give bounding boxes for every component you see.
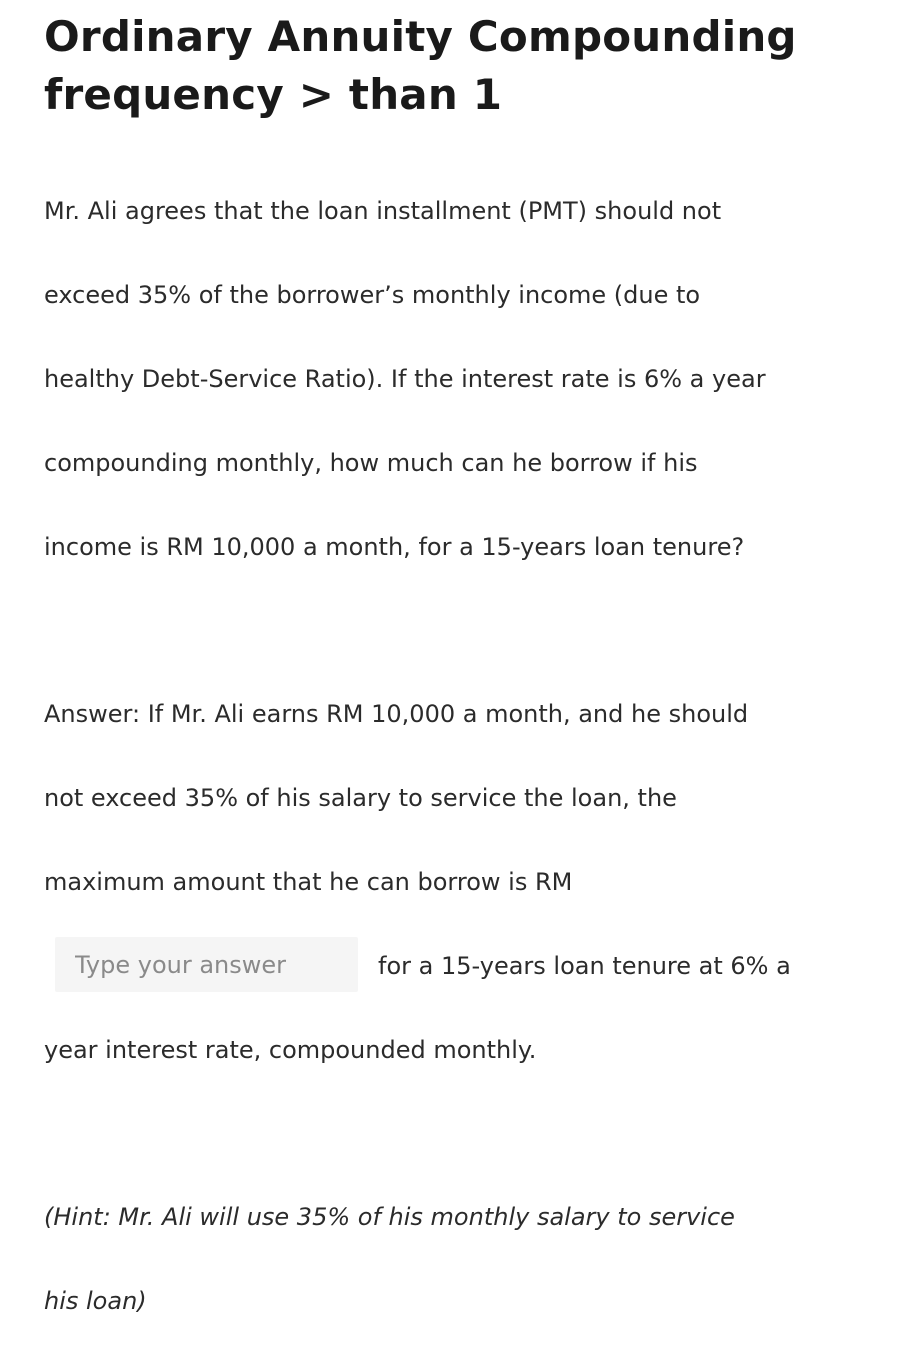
answer-after-input-text: for a 15-years loan tenure at 6% a xyxy=(378,952,791,980)
question-line: income is RM 10,000 a month, for a 15-years loan tenure? xyxy=(44,533,745,561)
page-title: Ordinary Annuity Compounding frequency > than 1 xyxy=(44,12,797,119)
question-line: exceed 35% of the borrower’s monthly income (due to xyxy=(44,281,701,309)
answer-line: not exceed 35% of his salary to service the loan, the xyxy=(44,784,677,812)
question-line: healthy Debt-Service Ratio). If the interest rate is 6% a year xyxy=(44,365,766,393)
answer-line: year interest rate, compounded monthly. xyxy=(44,1036,537,1064)
answer-line: maximum amount that he can borrow is RM xyxy=(44,868,573,896)
answer-input[interactable] xyxy=(55,937,358,992)
question-line: compounding monthly, how much can he borrow if his xyxy=(44,449,698,477)
question-line: Mr. Ali agrees that the loan installment (PMT) should not xyxy=(44,197,722,225)
answer-line: Answer: If Mr. Ali earns RM 10,000 a month, and he should xyxy=(44,700,749,728)
hint-line: his loan) xyxy=(44,1287,147,1315)
hint-line: (Hint: Mr. Ali will use 35% of his monthly salary to service xyxy=(44,1203,735,1231)
